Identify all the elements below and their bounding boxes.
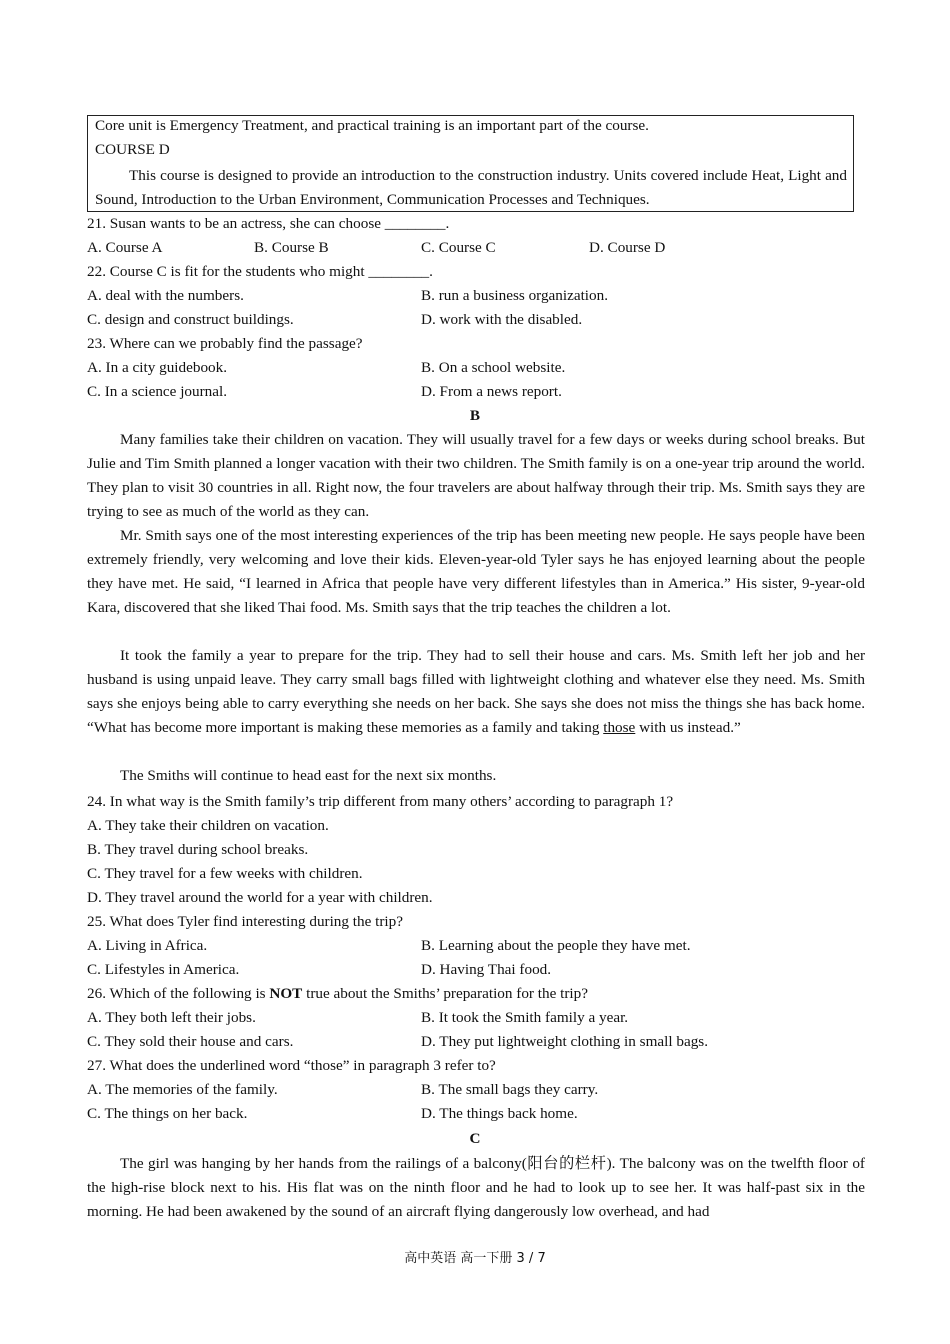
q25-option-c: C. Lifestyles in America.: [87, 961, 240, 978]
q25-option-d: D. Having Thai food.: [421, 961, 552, 978]
q27-option-a: A. The memories of the family.: [87, 1081, 278, 1098]
passage-b-paragraph-1: Many families take their children on vacation. They will usually travel for a few days or weeks during school breaks. But Julie and Tim Smith planned a longer vacation with their two children. The Smith family is on a one-year trip around the world. They plan to visit 30 countries in all. Right now, the four travelers are about halfway through their trip. Ms. Smith says they are trying to see as much of the world as they can.: [87, 431, 865, 520]
q23-option-a: A. In a city guidebook.: [87, 359, 228, 376]
q24-stem: 24. In what way is the Smith family’s trip different from many others’ according to paragraph 1?: [87, 793, 674, 810]
q26-stem-after: true about the Smiths’ preparation for the trip?: [302, 985, 588, 1002]
page-footer: 高中英语 高一下册 3 / 7: [404, 1251, 546, 1266]
passage-b-paragraph-4: The Smiths will continue to head east for the next six months.: [120, 767, 497, 784]
p3-text-after: with us instead.”: [635, 719, 741, 736]
q24-option-a: A. They take their children on vacation.: [87, 817, 329, 834]
course-d-title: COURSE D: [95, 141, 170, 158]
q27-option-c: C. The things on her back.: [87, 1105, 248, 1122]
underlined-word-those: those: [603, 719, 636, 736]
q22-option-b: B. run a business organization.: [421, 287, 609, 304]
q27-stem: 27. What does the underlined word “those” in paragraph 3 refer to?: [87, 1057, 496, 1074]
q23-option-d: D. From a news report.: [421, 383, 562, 400]
q26-option-b: B. It took the Smith family a year.: [421, 1009, 629, 1026]
q21-option-b: B. Course B: [254, 239, 329, 256]
q21-stem: 21. Susan wants to be an actress, she can choose ________.: [87, 215, 450, 232]
p3-text-before: It took the family a year to prepare for the trip. They had to sell their house and cars. Ms. Smith left her job and her husband is using unpaid leave. They carry small bags filled with lightweight clothing and whatever else they need. Ms. Smith says she enjoys being able to carry everything she needs on her back. She says she does not miss the things she has back home. “What has become more important is making these memories as a family and taking: [87, 647, 865, 736]
q27-option-d: D. The things back home.: [421, 1105, 578, 1122]
q23-option-b: B. On a school website.: [421, 359, 566, 376]
q27-option-b: B. The small bags they carry.: [421, 1081, 599, 1098]
q26-option-d: D. They put lightweight clothing in small bags.: [421, 1033, 708, 1050]
q21-option-c: C. Course C: [421, 239, 496, 256]
q26-option-a: A. They both left their jobs.: [87, 1009, 256, 1026]
q23-stem: 23. Where can we probably find the passage?: [87, 335, 363, 352]
q25-stem: 25. What does Tyler find interesting during the trip?: [87, 913, 403, 930]
q21-option-a: A. Course A: [87, 239, 163, 256]
q21-option-d: D. Course D: [589, 239, 666, 256]
q22-option-a: A. deal with the numbers.: [87, 287, 244, 304]
course-d-text: This course is designed to provide an introduction to the construction industry. Units covered include Heat, Light and Sound, Introduction to the Urban Environment, Communication Processes and Techniques.: [95, 167, 847, 208]
q22-option-c: C. design and construct buildings.: [87, 311, 294, 328]
q26-option-c: C. They sold their house and cars.: [87, 1033, 294, 1050]
box-line-1: Core unit is Emergency Treatment, and practical training is an important part of the course.: [95, 117, 649, 134]
section-b-heading: B: [469, 407, 481, 424]
q22-option-d: D. work with the disabled.: [421, 311, 583, 328]
q25-option-b: B. Learning about the people they have met.: [421, 937, 691, 954]
q22-stem: 22. Course C is fit for the students who might ________.: [87, 263, 433, 280]
q26-stem-bold: NOT: [269, 985, 303, 1002]
q24-option-b: B. They travel during school breaks.: [87, 841, 309, 858]
q25-option-a: A. Living in Africa.: [87, 937, 208, 954]
q26-stem: [87, 984, 588, 1004]
passage-c-paragraph-1: The girl was hanging by her hands from the railings of a balcony(阳台的栏杆). The balcony was on the twelfth floor of the high-rise block next to his. His flat was on the ninth floor and he had to look up to see her. It was half-past six in the morning. He had been awakened by the sound of an aircraft flying dangerously low overhead, and had: [87, 1155, 865, 1220]
passage-b-paragraph-3: [87, 644, 865, 740]
q23-option-c: C. In a science journal.: [87, 383, 228, 400]
q26-stem-before: 26. Which of the following is: [87, 985, 270, 1002]
q24-option-d: D. They travel around the world for a year with children.: [87, 889, 433, 906]
passage-b-paragraph-2: Mr. Smith says one of the most interesting experiences of the trip has been meeting new people. He says people have been extremely friendly, very welcoming and love their kids. Eleven-year-old Tyler says he has enjoyed learning about the people they have met. He said, “I learned in Africa that people have very different lifestyles than in America.” His sister, 9-year-old Kara, discovered that she liked Thai food. Ms. Smith says that the trip teaches the children a lot.: [87, 527, 865, 616]
q24-option-c: C. They travel for a few weeks with children.: [87, 865, 363, 882]
section-c-heading: C: [469, 1130, 481, 1147]
